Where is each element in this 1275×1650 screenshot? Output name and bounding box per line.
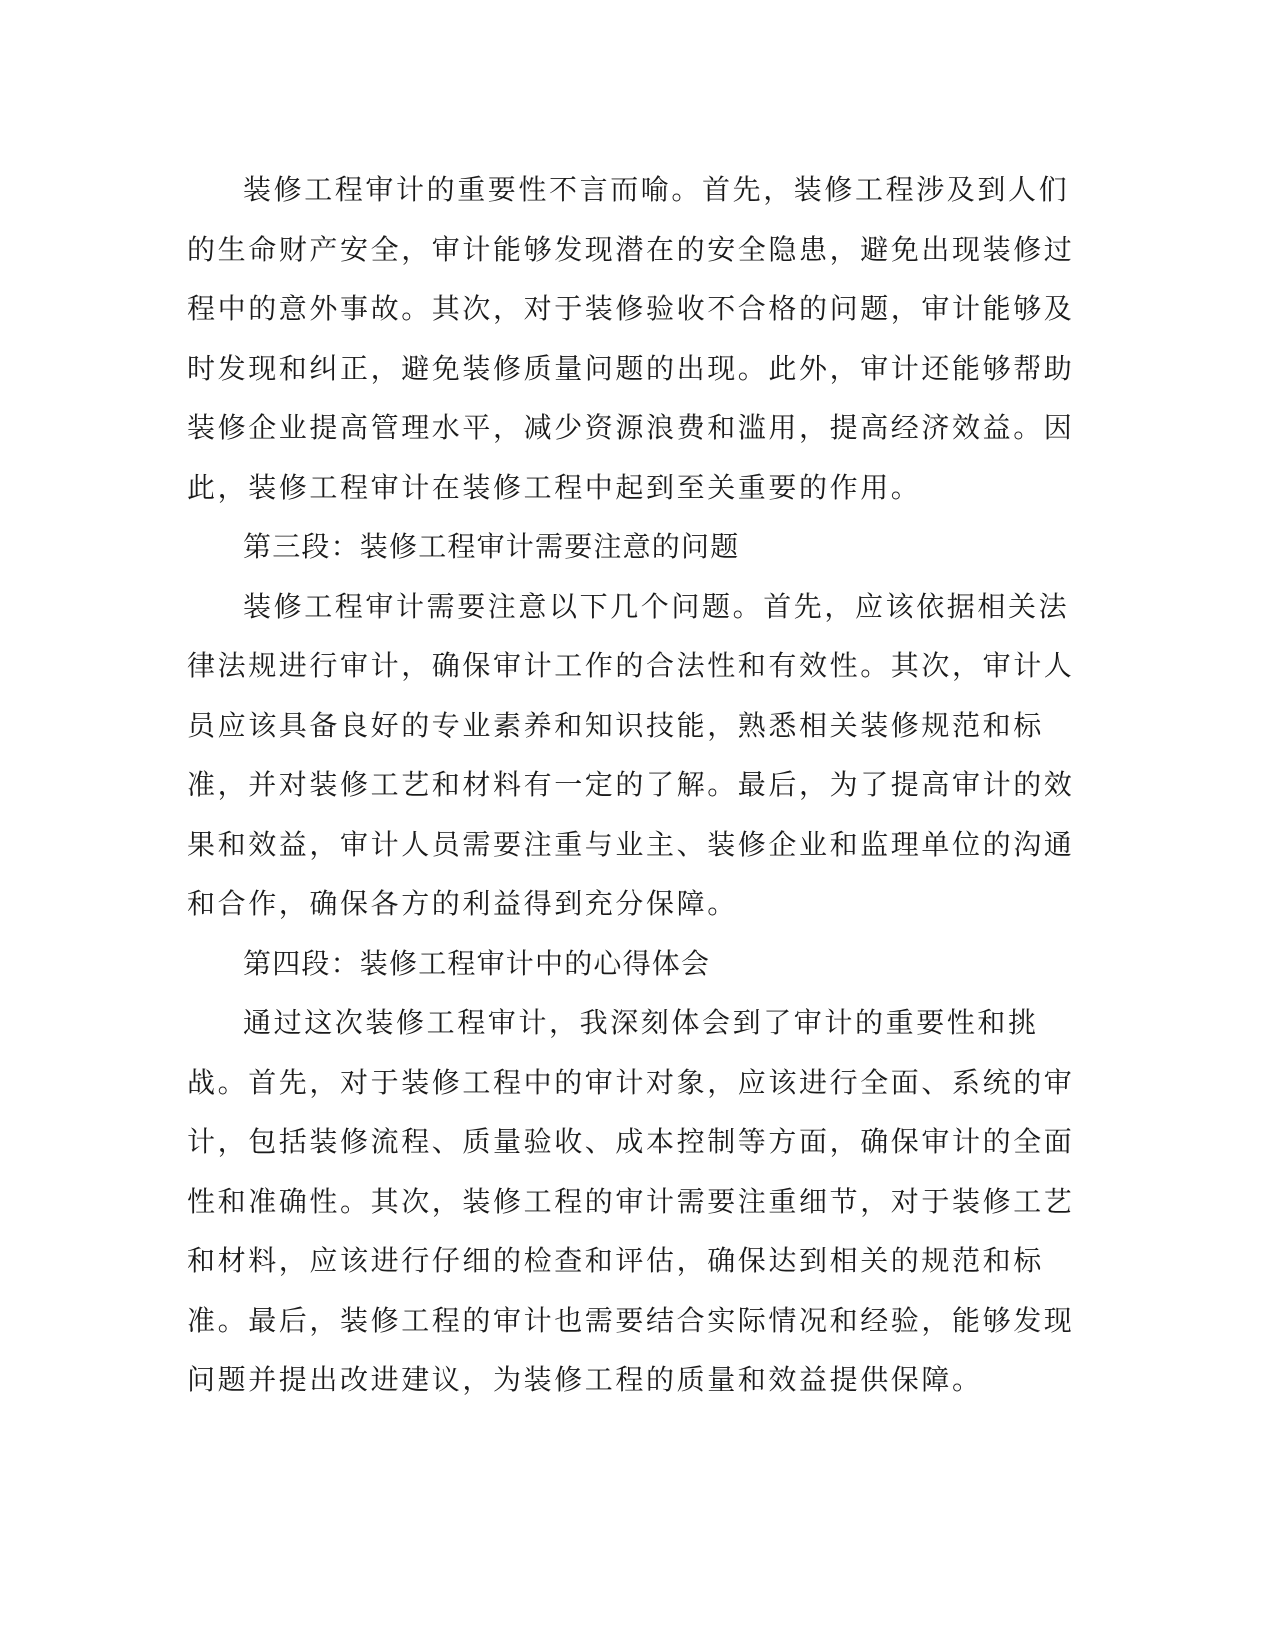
section-heading-3: 第三段：装修工程审计需要注意的问题 xyxy=(243,530,740,563)
document-body xyxy=(187,160,1087,1410)
section-heading-4: 第四段：装修工程审计中的心得体会 xyxy=(243,946,711,980)
paragraph-attention-issues: 装修工程审计需要注意以下几个问题。首先，应该依据相关法律法规进行审计，确保审计工作的合法性和有效性。其次，审计人员应该具备良好的专业素养和知识技能，熟悉相关装修规范和标准，并对装修工艺和材料有一定的了解。最后，为了提高审计的效果和效益，审计人员需要注重与业主、装修企业和监理单位的沟通和合作，确保各方的利益得到充分保障。 xyxy=(187,589,1075,920)
paragraph-experience: 通过这次装修工程审计，我深刻体会到了审计的重要性和挑战。首先，对于装修工程中的审计对象，应该进行全面、系统的审计，包括装修流程、质量验收、成本控制等方面，确保审计的全面性和准确性。其次，装修工程的审计需要注重细节，对于装修工艺和材料，应该进行仔细的检查和评估，确保达到相关的规范和标准。最后，装修工程的审计也需要结合实际情况和经验，能够发现问题并提出改进建议，为装修工程的质量和效益提供保障。 xyxy=(187,1006,1075,1396)
paragraph-importance: 装修工程审计的重要性不言而喻。首先，装修工程涉及到人们的生命财产安全，审计能够发现潜在的安全隐患，避免出现装修过程中的意外事故。其次，对于装修验收不合格的问题，审计能够及时发现和纠正，避免装修质量问题的出现。此外，审计还能够帮助装修企业提高管理水平，减少资源浪费和滥用，提高经济效益。因此，装修工程审计在装修工程中起到至关重要的作用。 xyxy=(187,173,1075,504)
